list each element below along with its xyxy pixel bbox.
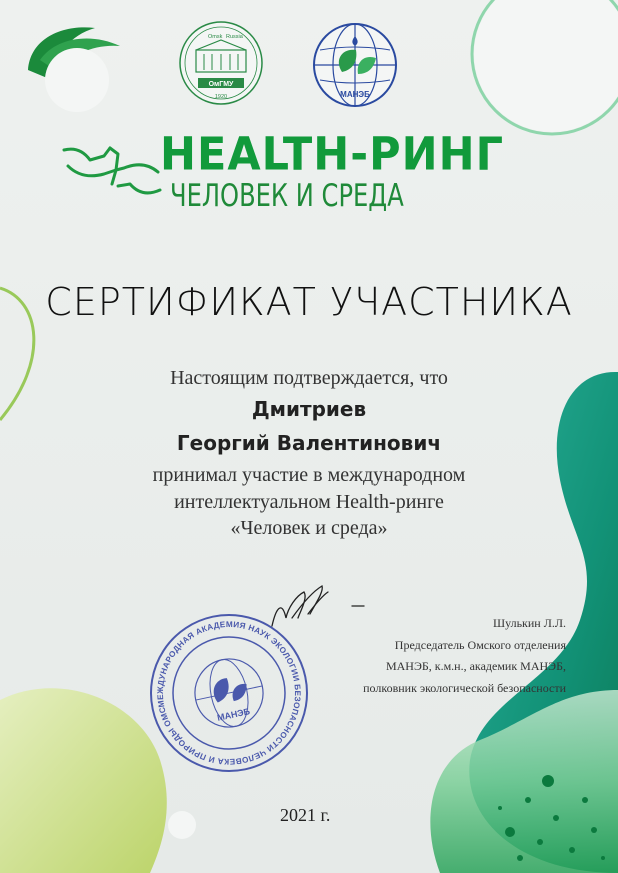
signatory-name: Шулькин Л.Л. (493, 616, 566, 630)
omgmu-logo (178, 20, 264, 106)
signatory-position-2: МАНЭБ, к.м.н., академик МАНЭБ, (385, 659, 566, 673)
participant-given-names: Георгий Валентинович (176, 431, 442, 455)
signatory-position-1: Председатель Омского отделения (394, 637, 566, 652)
omgmu-top-right: Russia (226, 34, 243, 40)
maneb-logo (312, 22, 398, 108)
omgmu-name: ОмГМУ (208, 81, 234, 88)
omgmu-top-left: Omsk (208, 34, 223, 40)
organization-stamp (148, 612, 310, 774)
participant-surname: Дмитриев (251, 397, 367, 421)
event-subtitle: ЧЕЛОВЕК И СРЕДА (170, 178, 404, 214)
signatory-position-3: полковник экологической безопасности (363, 680, 566, 695)
participation-line-3: «Человек и среда» (230, 517, 388, 539)
intro-text: Настоящим подтверждается, что (170, 367, 448, 389)
stamp-center-text: МАНЭБ (216, 706, 251, 723)
signatory-block (363, 613, 566, 699)
arm-wrestling-icon (60, 140, 164, 200)
maneb-name: МАНЭБ (340, 90, 370, 99)
certificate-heading: СЕРТИФИКАТ УЧАСТНИКА (45, 280, 573, 324)
certificate-year: 2021 г. (280, 805, 331, 825)
participation-line-2: интеллектуальном Health-ринге (174, 491, 444, 513)
participation-line-1: принимал участие в международном (152, 464, 466, 486)
stamp-ring-text: МЕЖДУНАРОДНАЯ АКАДЕМИЯ НАУК ЭКОЛОГИИ БЕЗОПАСНОСТИ ЧЕЛОВЕКА И ПРИРОДЫ ОМСКОЕ (155, 619, 303, 767)
omgmu-year: 1920 (214, 94, 228, 100)
event-title: HEALTH-РИНГ (160, 128, 504, 182)
